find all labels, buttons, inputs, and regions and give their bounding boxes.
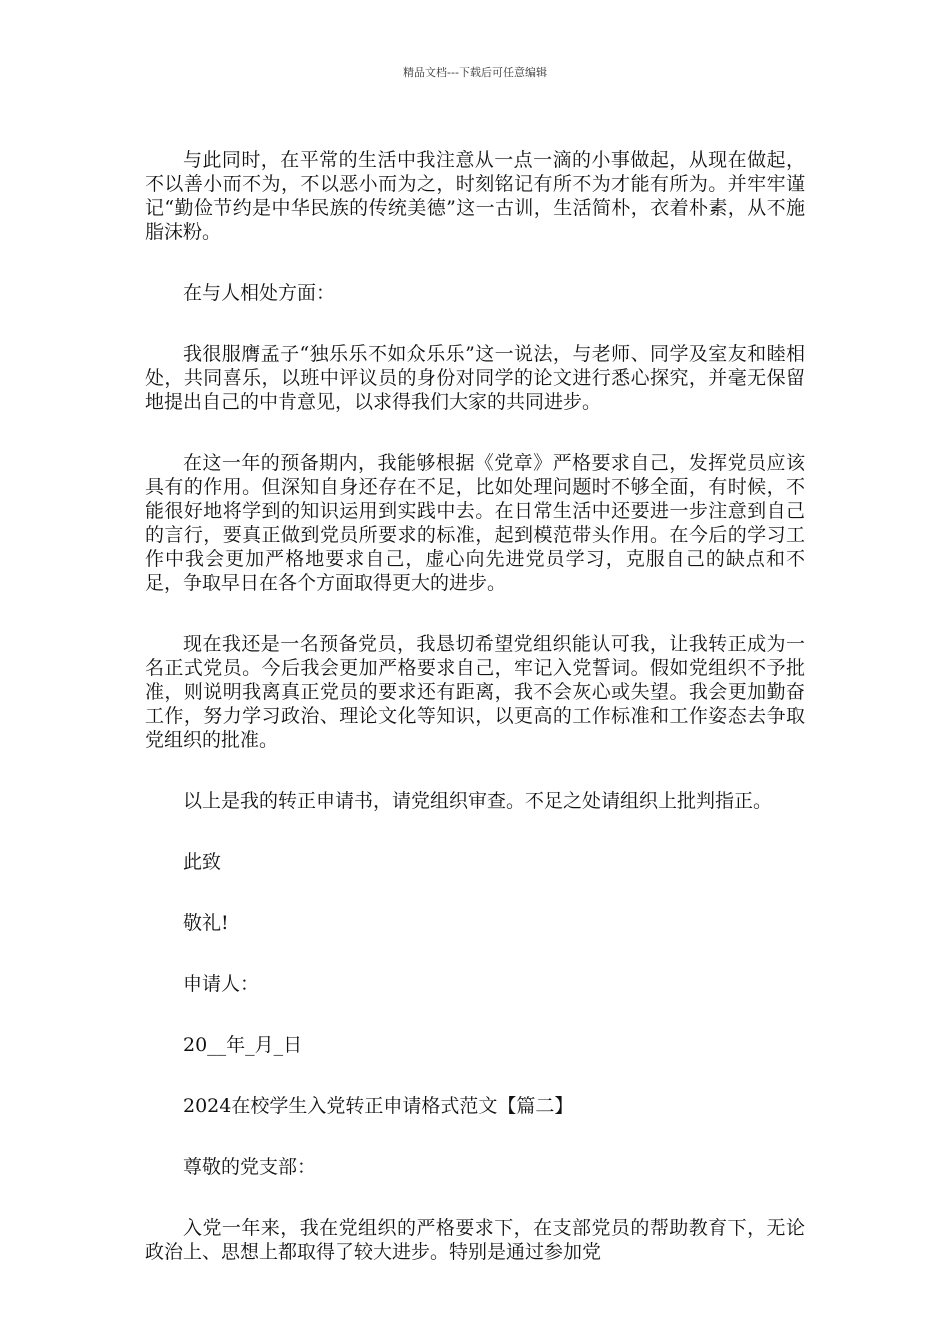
page-header: 精品文档---下载后可任意编辑 [403, 66, 547, 79]
closing-cizhi: 此致 [183, 851, 222, 873]
applicant-label: 申请人： [183, 973, 260, 995]
paragraph-review: 以上是我的转正申请书，请党组织审查。不足之处请组织上批判指正。 [183, 790, 773, 812]
paragraph-relations: 我很服膺孟子“独乐乐不如众乐乐”这一说法，与老师、同学及室友和睦相处，共同喜乐，以班中评议员的身份对同学的论文进行悉心探究，并毫无保留地提出自己的中肯意见，以求得我们大家的共同进步。 [145, 343, 805, 413]
document-body [145, 148, 805, 1301]
section-title-part-two: 2024在校学生入党转正申请格式范文【篇二】 [183, 1095, 574, 1117]
paragraph-intro-part-two: 入党一年来，我在党组织的严格要求下，在支部党员的帮助教育下，无论政治上、思想上都取得了较大进步。特别是通过参加党 [145, 1217, 805, 1263]
paragraph-frugality: 与此同时，在平常的生活中我注意从一点一滴的小事做起，从现在做起，不以善小而不为，不以恶小而为之，时刻铭记有所不为才能有所为。并牢牢谨记“勤俭节约是中华民族的传统美德”这一古训，生活简朴，衣着朴素，从不施脂沫粉。 [145, 149, 805, 243]
date-line: 20__年_月_日 [183, 1034, 303, 1056]
paragraph-probation: 在这一年的预备期内，我能够根据《党章》严格要求自己，发挥党员应该具有的作用。但深知自身还存在不足，比如处理问题时不够全面，有时候，不能很好地将学到的知识运用到实践中去。在日常生活中还要进一步注意到自己的言行，要真正做到党员所要求的标准，起到模范带头作用。在今后的学习工作中我会更加严格地要求自己，虚心向先进党员学习，克服自己的缺点和不足，争取早日在各个方面取得更大的进步。 [145, 452, 805, 594]
salutation: 尊敬的党支部： [183, 1156, 317, 1178]
paragraph-relations-heading: 在与人相处方面： [183, 282, 336, 304]
closing-jingli: 敬礼! [183, 912, 229, 934]
paragraph-request: 现在我还是一名预备党员，我恳切希望党组织能认可我，让我转正成为一名正式党员。今后我会更加严格要求自己，牢记入党誓词。假如党组织不予批准，则说明我离真正党员的要求还有距离，我不会灰心或失望。我会更加勤奋工作，努力学习政治、理论文化等知识，以更高的工作标准和工作姿态去争取党组织的批准。 [145, 633, 805, 751]
